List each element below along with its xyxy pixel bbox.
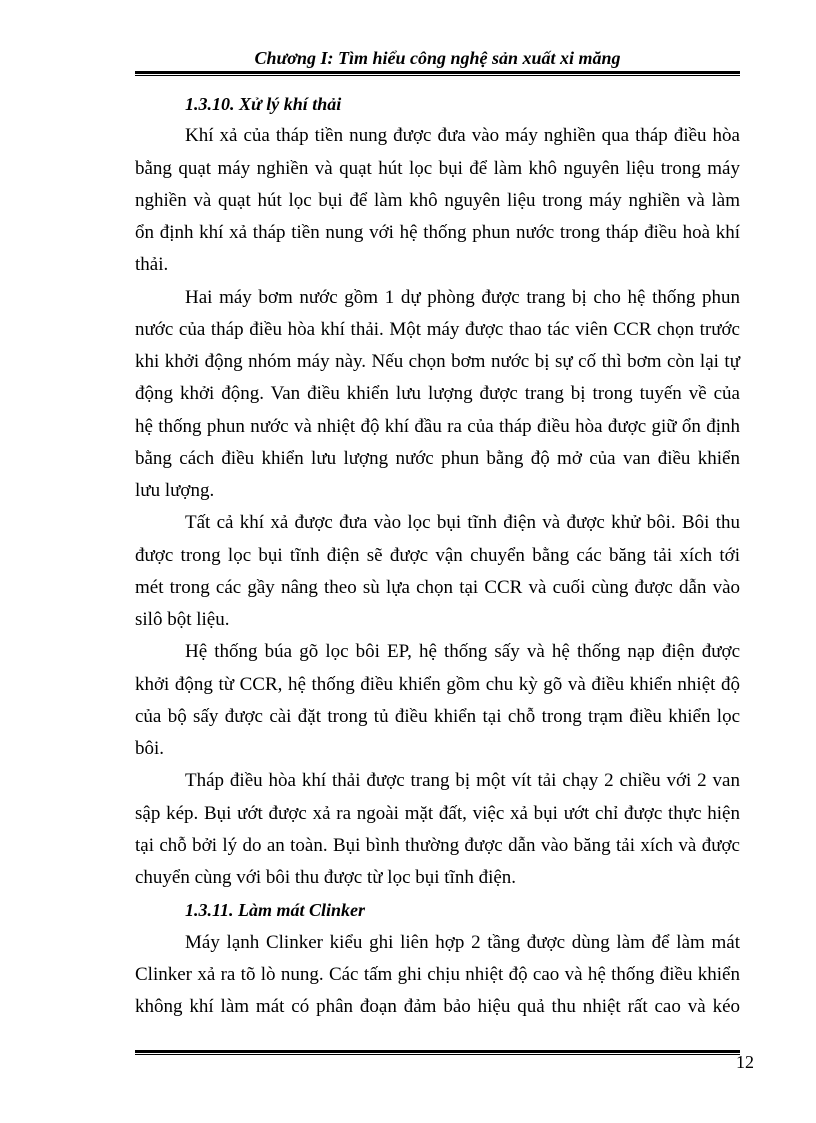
paragraph-line: ổn định khí xả tháp tiền nung với hệ thống phun nước trong tháp điều hoà khí [135, 222, 740, 243]
paragraph-line: không khí làm mát có phân đoạn đảm bảo hiệu quả thu nhiệt rất cao và kéo [135, 996, 740, 1017]
section-heading: 1.3.10. Xử lý khí thải [185, 94, 342, 114]
paragraph-line: nước của tháp điều hòa khí thải. Một máy được thao tác viên CCR chọn trước [135, 318, 740, 340]
paragraph-line: bôi. [135, 738, 165, 759]
paragraph-line: nghiền và quạt hút lọc bụi để làm khô nguyên liệu trong máy nghiền và làm [135, 189, 740, 211]
header-rule [135, 71, 740, 76]
paragraph-line: khi khởi động nhóm máy này. Nếu chọn bơm nước bị sự cố thì bơm còn lại tự [135, 351, 740, 372]
paragraph-line: sập kép. Bụi ướt được xả ra ngoài mặt đất, việc xả bụi ướt chỉ được thực hiện [135, 802, 740, 824]
paragraph-line: động khởi động. Van điều khiển lưu lượng được trang bị trong tuyến về của [135, 383, 740, 405]
chapter-header: Chương I: Tìm hiểu công nghệ sản xuất xi măng [254, 48, 621, 68]
paragraph-line: chuyển cùng với bôi thu được từ lọc bụi tĩnh điện. [135, 867, 517, 888]
paragraph-line: Hệ thống búa gõ lọc bôi EP, hệ thống sấy và hệ thống nạp điện được [185, 641, 740, 663]
paragraph-line: silô bột liệu. [135, 609, 230, 630]
page-number: 12 [736, 1052, 754, 1072]
paragraph-line: mét trong các gầy nâng theo sù lựa chọn tại CCR và cuối cùng được dẫn vào [135, 576, 740, 598]
paragraph-line: hệ thống phun nước và nhiệt độ khí đầu ra của tháp điều hòa được giữ ổn định [135, 415, 740, 437]
paragraph-line: Clinker xả ra tõ lò nung. Các tấm ghi chịu nhiệt độ cao và hệ thống điều khiển [135, 963, 740, 985]
paragraph-line: của bộ sấy được cài đặt trong tủ điều khiển tại chỗ trong trạm điều khiển lọc [135, 705, 740, 727]
section-heading: 1.3.11. Làm mát Clinker [185, 900, 366, 921]
paragraph-line: Tất cả khí xả được đưa vào lọc bụi tĩnh điện và được khử bôi. Bôi thu [185, 512, 740, 534]
paragraph-line: thải. [135, 254, 169, 276]
paragraph-line: bằng cách điều khiển lưu lượng nước phun bằng độ mở của van điều khiển [135, 447, 740, 469]
paragraph-line: được trong lọc bụi tĩnh điện sẽ được vận chuyển bằng các băng tải xích tới [135, 544, 740, 566]
footer-rule [135, 1050, 740, 1055]
paragraph-line: Hai máy bơm nước gồm 1 dự phòng được trang bị cho hệ thống phun [185, 286, 740, 308]
paragraph-line: tại chỗ bởi lý do an toàn. Bụi bình thường được dẫn vào băng tải xích và được [135, 834, 740, 856]
paragraph-line: Tháp điều hòa khí thải được trang bị một vít tải chạy 2 chiều với 2 van [185, 770, 740, 792]
paragraph-line: lưu lượng. [135, 480, 215, 501]
paragraph-line: bằng quạt máy nghiền và quạt hút lọc bụi để làm khô nguyên liệu trong máy [135, 157, 740, 179]
paragraph-line: khởi động từ CCR, hệ thống điều khiển gồm chu kỳ gõ và điều khiển nhiệt độ [135, 673, 740, 695]
paragraph-line: Khí xả của tháp tiền nung được đưa vào máy nghiền qua tháp điều hòa [185, 125, 740, 147]
paragraph-line: Máy lạnh Clinker kiểu ghi liên hợp 2 tầng được dùng làm để làm mát [185, 931, 740, 953]
